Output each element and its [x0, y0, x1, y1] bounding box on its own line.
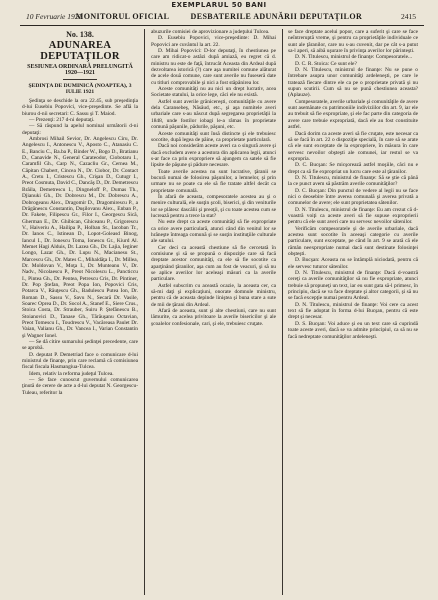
- debates-title: DESBATERILE ADUNĂRII DEPUTAŢILOR: [190, 12, 363, 21]
- paragraph: D. N. Titulescu, ministrul de finanţe: Dacă d-voastră cereţi ca averile comunităţilor să nu fie expropriate, atunci trebuie să propuneţi un text, iar eu sunt gata să-l primesc, în principiu, dacă se va face dreptate şi altor categorii, şi să nu se facă excepţie numai pentru Ardeal.: [288, 270, 418, 302]
- paragraph: În afară de aceasta, compesoratele acestea au şi o menire culturală, ele susţin şcoli, biserici, şi din veniturile lor se plătesc dascălii şi preoţii, şi cu toate acestea cum se lucrează pentru a trece la stat?: [151, 193, 276, 219]
- paragraph: abuzurile comisiei de aprovizionare a judeţului Tulcea.: [151, 29, 270, 35]
- paragraph: Astfel subscrim cu această ocazie, la aceasta cer, ca să-mi daţi şi explicaţiuni, onorate domnule ministru, pentru că de aceasta depinde liniştea şi buna stare a sute de mii de ţărani din Ardeal.: [151, 282, 276, 308]
- paragraph: Aceste comunităţi nu au nici un drept lucrativ, acea Societate statului, la orice lege, căci ele nu există.: [151, 86, 276, 99]
- paragraph: D. Bucşan: Aceasta nu se întâmplă niciodată, pentru că ele servesc tuturor sătenilor.: [288, 257, 418, 270]
- column-rule: [144, 29, 145, 595]
- paragraph: — Să răspund la apelul nominal următorii d-ni deputaţi:: [22, 123, 138, 136]
- column-2-body: [151, 29, 276, 327]
- session-title: SESIUNEA ORDINARĂ PRELUNGITĂ 1920—1921: [27, 64, 133, 76]
- paragraph: D. C. Bucşan: Din punctul de vedere al legii nu se face nici o deosebire între averea comunală şi averea privată a comunelor de avere; ele sunt proprietatea sătenilor.: [288, 187, 418, 207]
- divider: [63, 79, 97, 80]
- column-3: [288, 29, 418, 597]
- paragraph: D. deputat P. Demetriad face o comunicare d-lui ministrul de finanţe, prin care reclamă că comisiunea fiscal fiscala Hasmangiua-Tulcea.: [22, 351, 138, 371]
- issue-date: 10 Fevruarie 1922: [26, 12, 83, 21]
- gazette-title: MONITORUL OFICIAL: [75, 12, 169, 21]
- paragraph: D. S. Bucşan: Voi aduce şi eu un text care să cuprindă toate aceste averi, dacă se va admite principiul, ca să nu se facă nedreptate comunităţilor ardeleneşti.: [288, 320, 418, 340]
- column-rule: [282, 29, 283, 595]
- column-1: [22, 29, 138, 597]
- paragraph: — Prezenţi: 217 d-ni deputaţi.: [29, 117, 95, 124]
- paragraph: Cer deci ca această chestiune să fie cercetată în comisiune şi să se propună o dispoziţie care să facă dreptate acestor comunităţi, ca ele să fie socotite ca aparţinând ţăranilor, aşa cum au fost de veacuri, şi să nu se aplice averilor lor aceleaşi măsuri ca la averile particulare.: [151, 244, 276, 283]
- paragraph: — Se dă citire sumarului şedinţei precedente, care se aprobă.: [22, 339, 138, 352]
- paragraph: Dacă noi considerăm aceste averi ca o singură avere şi dacă excludem avere a acestora din aplicarea legii, atunci s-ar face ca prin expropriere să ajungem ca satele să fie lipsite de păşune şi pădure necesare.: [151, 143, 276, 169]
- paragraph: D. N. Titulescu, ministrul de finanţe: Voi cere ca acest text să fie adoptat în forma d-lui Bucşan, pentru că este drept şi necesar.: [288, 301, 418, 321]
- paragraph: Aceste comunităţi sunt însă distincte şi ele trebuiesc socotite, după legea de pâine, ca proprietate particulară.: [151, 130, 276, 143]
- page-number: 2415: [401, 12, 416, 21]
- paragraph: Dacă dorim ca aceste averi să fie cruţate, este necesar ca să se facă în art. 22 o dispoziţie specială, în care să se arate că ele sunt exceptate de la expropriere, în măsura în care servesc nevoilor obşteşti ale comunei, iar restul se va expropria.: [288, 130, 418, 162]
- issue-number: No. 138.: [66, 30, 94, 39]
- paragraph: D. N. Titulescu, ministrul de finanţe: Eu am crezut că d-voastră voiţi ca aceste averi să fie supuse exproprierii pentru că ele sunt averi care nu servesc nevoilor sătenilor.: [288, 206, 418, 226]
- sitting-title: ŞEDINŢA DE DUMINICĂ (NOAPTEA), 3 IULIE 1921: [28, 83, 132, 95]
- paragraph: Nu este drept ca aceste comunităţi să fie expropriate ca orice avere particulară, atunci când din venitul lor se hrăneşte întreaga comună şi se susţin instituţiile culturale ale satului.: [151, 219, 276, 245]
- paragraph: Ambrosi Mihail Sevior, Dr. Angelescu Ciru, Dr. Angelescu I., Antonescu V., Aposto C., Atanasiu C. E., Banciu C., Ba.ba P., Binder W., Bogo D., Bratianu D., Canavide N., General Carateodor, Ciobotaru I., Caramfil Gh., Carp N., Cazacliu Gr., Cernea M., Căpitan Chabert, Cincea N., Dr. Ciobor, Dr. Contact A., Cretu I., Cristescu Gh., Crişan D., Cutugr I., Preot Cosmuta, David C., Dancăş D., Dr. Demetrescu Brăila, Demetrescu I., Dingneloff P., Dumas Th., Djianuki Gh., Dr. Dobrescu M., Dr. Dobrescu A., Dobrogeanu Alex., Dragomir D., Dragomirescu P., a Drăgănescu Constantin, Duşilovanu Alex., Enban P., Dr. Fakete, Filipescu Gr., Filor I., Georgescu Sică, Gherman E., Dr. Ghibican, Ghiceanu P., Grigorescu V., Haiveriu A., Hailipa P., Holban St., Iacoban Tr., Dr. Ianos C., Istinean D., Lopot-Goleasd Binog, Iancul I., Dr. Ionescu Toma, Ionescu Gr., Kiurd Al. Memet Hagi Alduis, Dr. Lazea Gh., Dr. Lajia, Ieginer Longo, Lazar Gh., Dr. Lupu N., Macianesu St., Marcescu Gh., Dr. Mates C., Mihaldăţa I., Dr. Millea, Dr. Moldovan V., Moţa I., Dr. Munteanu V., Dr. Nadv., Nicolaescu P., Preot Nicolescu L., Pancticcu I., Pintea Gh., Dr. Pentea, Petrescu Cris, Dr. Pintiner, Dr. Pop Ştefan, Preot Popa Ion, Popovici Cris, Potarca V., Răuţescu Gh., Badulescu Putea Ion, Dr. Roman D., Sassu V., Savu N., Secară Dr. Vasile, Soarec Oprea D., Dr. Socol A., Stanef E., Siere Crus., Stoica Costa, Dr. Strauber, Suiru P. Ştefănescu B., Stoianovici D., Tanase Gh., Tărăuşanu Octavian, Preot Tomescu I., Toudrescu V., Vacăreasa Paulet Dr. Vaian, Valianu Gh., Dr. Vancea I., Varian Constantin şi Wagner Ionel.: [22, 136, 138, 339]
- section-title: ADUNAREA DEPUTAŢILOR: [40, 40, 120, 62]
- paragraph: Şedinţa se deschide la ora 22.45, sub preşedinţia d-lui Eusebiu Popovici, vice-preşedinte. Se află la biurou d-nii secretari: C. Sassu şi T. Maiod.: [22, 98, 138, 117]
- paragraph: Afară de aceasta, sunt şi alte chestiuni, care nu sunt lămurite, ca acelea privitoare la averile bisericilor şi ale şcoalelor confesionale, cari, şi ele, trebuiesc cruţate.: [151, 308, 276, 327]
- paragraph: Idem, relativ la reforma judeţul Tulcea.: [29, 370, 114, 377]
- column-2: [151, 29, 276, 597]
- paragraph: — Se face cunoscut guvernului comunicarea ţinută de cerere de acte a d-lui deputat N. Georgescu-Tuleau, referitor la: [22, 377, 138, 396]
- price-stamp: EXEMPLARUL 50 BANI: [171, 1, 267, 9]
- column-1-body: [22, 98, 138, 396]
- paragraph: D. N. Titulescu, ministrul de finanţe: Compesoratele...: [295, 54, 413, 61]
- masthead: [0, 12, 438, 24]
- paragraph: D. N. Titulescu, ministrul de finanţe: Să se ştie că până la ce punct avem să păstrăm averile comunităţilor?: [288, 174, 418, 188]
- paragraph: Astfel sunt averile grănicereşti, comunităţile cu avere dela Caransebeş, Năsăud, etc., şi aşa numitele averi urbariale care s-au născut după segregarea proprietăţii la 1848, unde fostilor iobagi le-a rămas în proprietate comună păşunile, pădurile, păşuni, etc.: [151, 98, 276, 131]
- paragraph: D. Eusebiu Popovici, vice-preşedinte: D. Mihai Popovici are cuvântul la art. 22.: [151, 35, 276, 48]
- paragraph: D. Mihai Popovici: D-lor deputaţi, în chestiunea pe care am ridicat-o astăzi după amiază, eu regret că d. ministru nu este de faţă, întrucât Aceasta din Ardeal după dezvoltarea istorică (?) care aşa numitei comune alăturat de acele două comune, care sunt averile nu fuseseră date cu titluri comprovabile şi nici a fost stăpânirea lor.: [151, 48, 276, 86]
- paragraph: se face dreptate acelui popor, care a suferit şi care se face neîntreruptă vreme, şi pentru ca proprietăţile individuale ce sunt ale ţăranilor, care nu s-au cuvenit, dar pe cât s-a putut sa-l aperi, să aibă uşurare în privinţa averilor lor părinteşti.: [288, 29, 418, 55]
- column-3-body: [288, 29, 418, 340]
- paragraph: Toate averile acestea nu sunt lucrative, ţăranii se bucură numai de folosirea păşunilor, a lemnelor, şi prin urmare nu se poate ca ele să fie tratate altfel decât ca proprietate comunală.: [151, 168, 276, 194]
- paragraph: Compesoratele, averile urbariale şi comunităţile de avere sunt asemănate cu patrimoniile indiviziilor din art. 9, iar ele au trebuit să fie expropriate, şi ele fac parte din categoria de avere care trebuie expropriată, dacă ele au fost constituite astfel.: [288, 98, 418, 131]
- header-rule: [20, 25, 424, 26]
- paragraph: D. C. Bucşan: Se micşorează astfel moşiile, căci nu e drept ca să fie expropriat un lucru care este al ţăranilor.: [288, 162, 418, 175]
- paragraph: D. C. R. Stoica: Ce sunt ele?: [295, 60, 357, 67]
- paragraph: D. N. Titulescu, ministrul de finanţe: Nu se pune o întrebare asupra unor comunităţi ardeleneşti, pe care le tratează fiecare dintre ele ca pe o proprietate privată şi nu supun scutirii. Cum să nu se pună chestiunea aceasta? (Aplauze).: [288, 67, 418, 99]
- paragraph: Verificăm compesoratele şi de averile urbariale, dacă acestea sunt socotite în aceeaşi categorie cu averile particulare, sunt exceptate, pe când în art. 9 se arată că ele rămân neexpropriate numai dacă sunt destinate folosinţei obşteşti.: [288, 225, 418, 258]
